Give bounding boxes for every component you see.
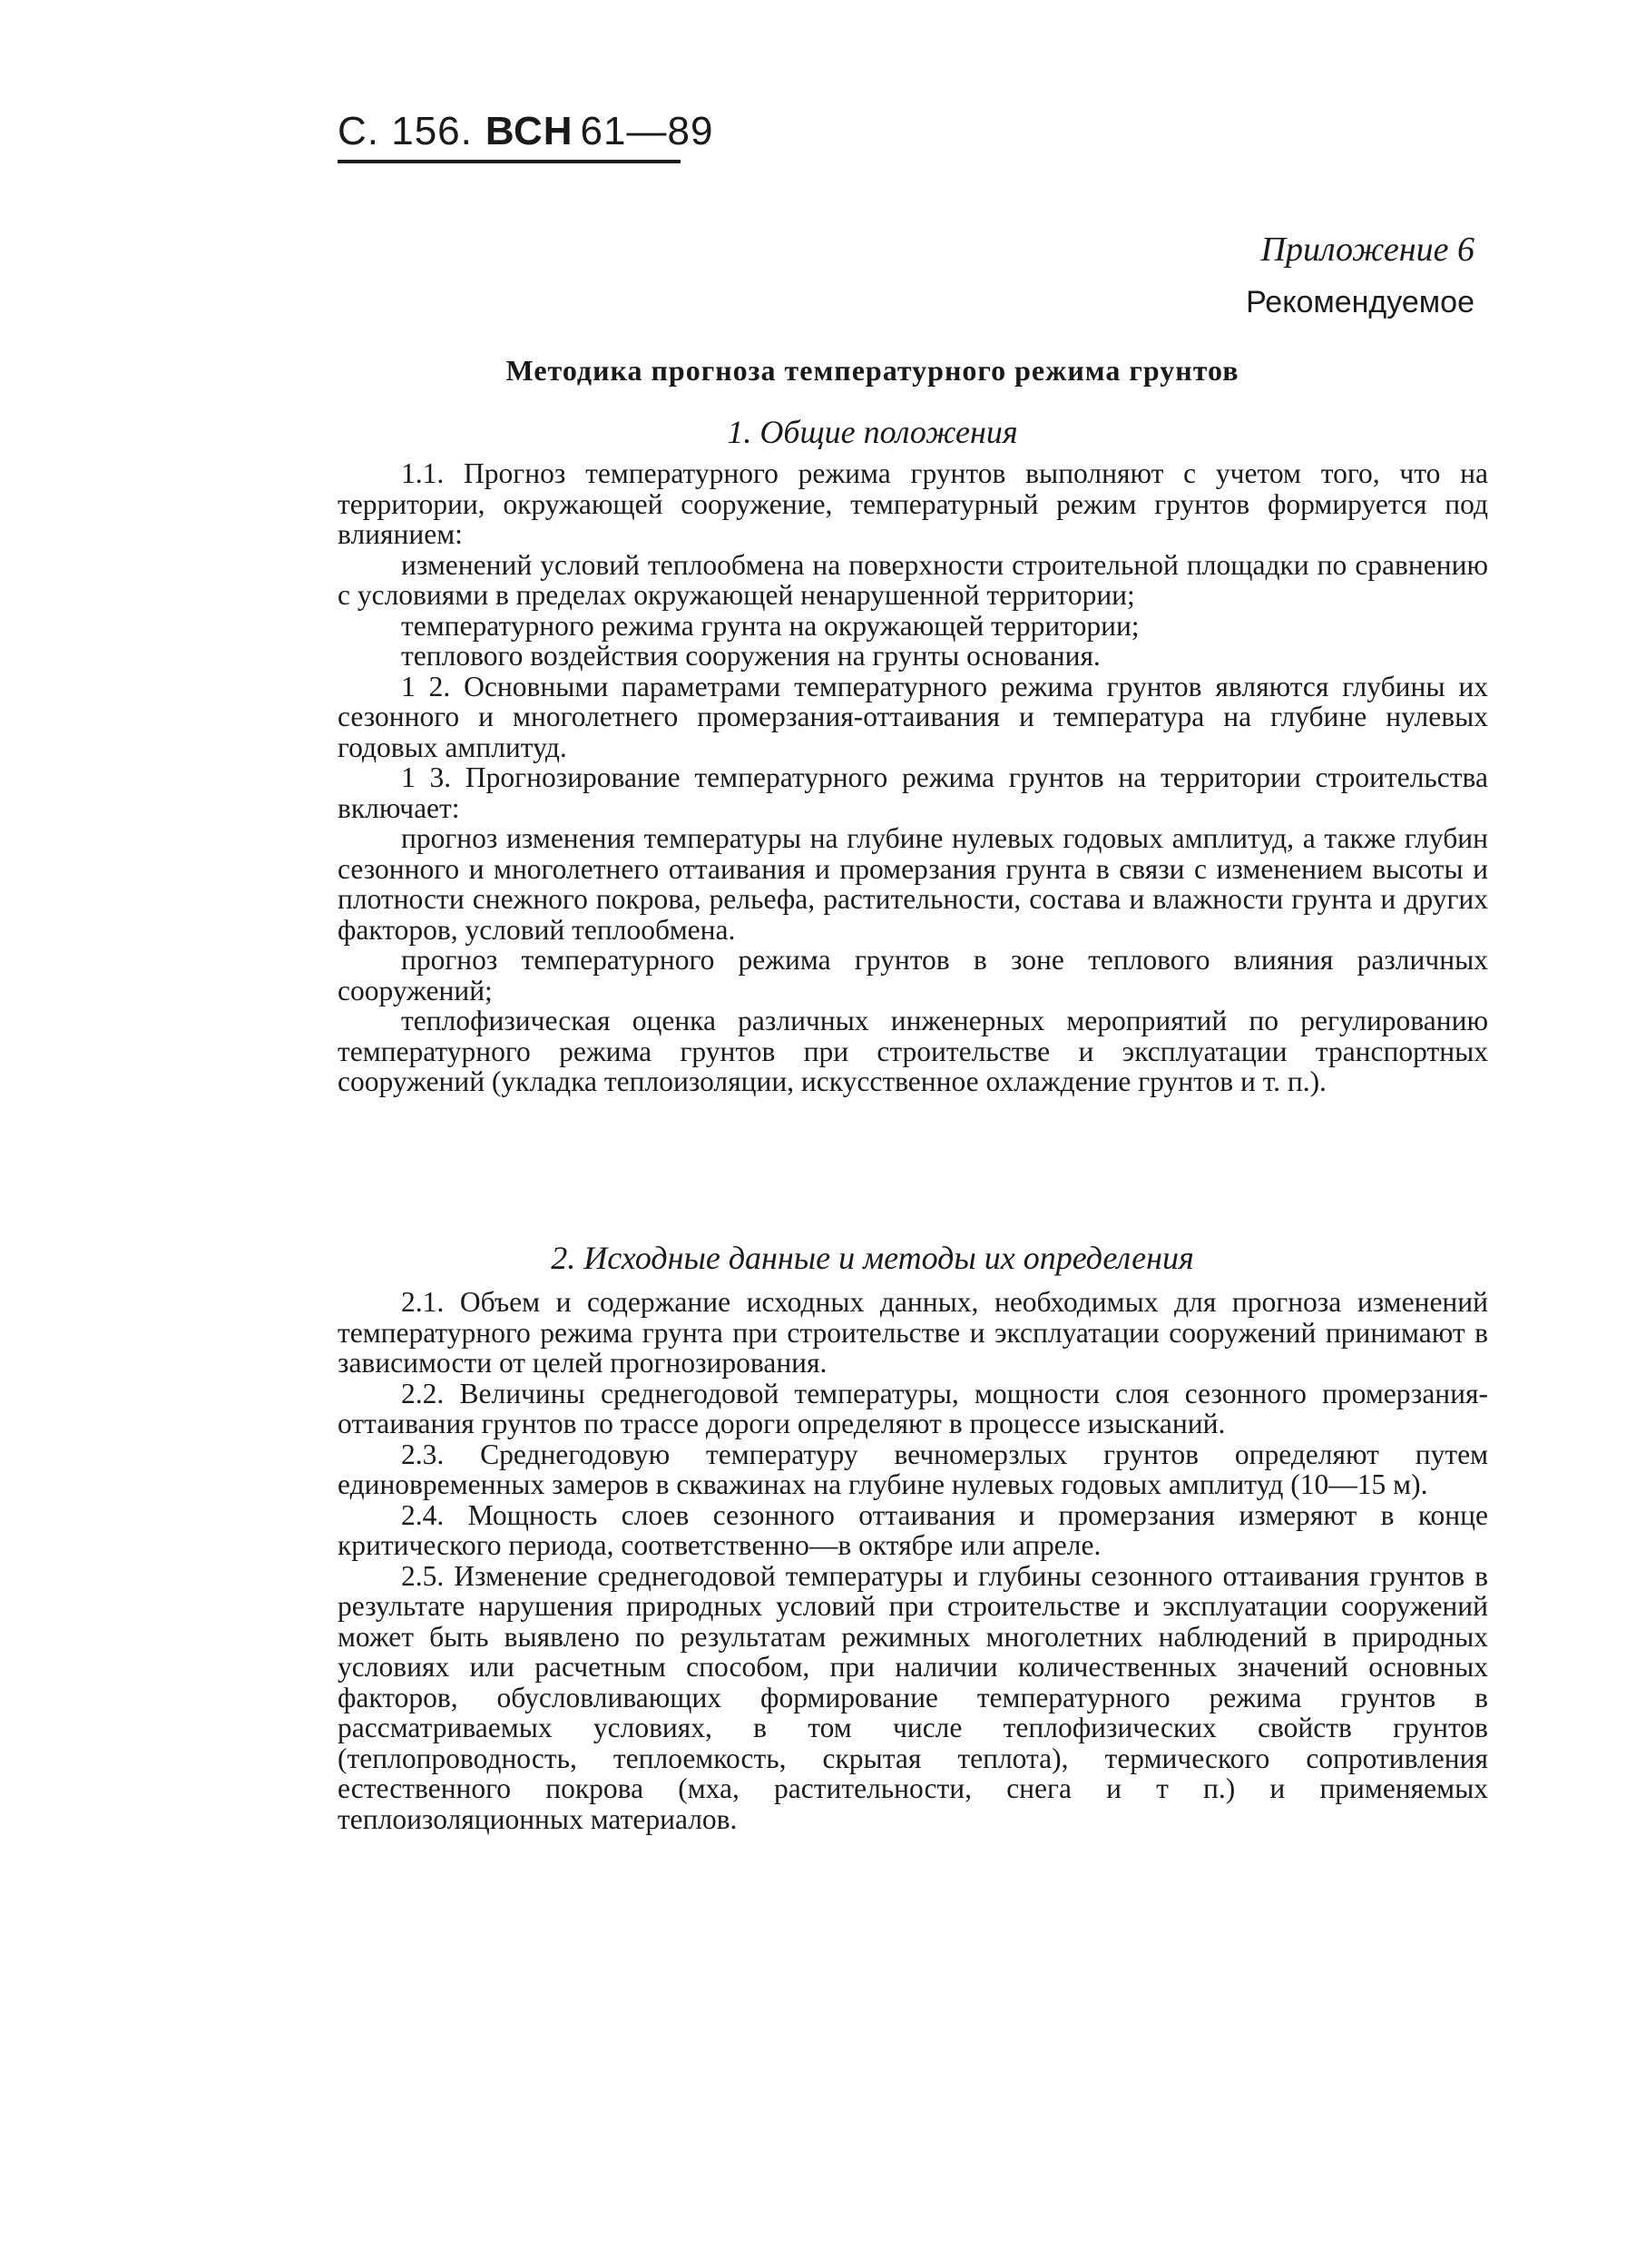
document-title: Методика прогноза температурного режима грунтов [505, 354, 1239, 387]
appendix-status: Рекомендуемое [1246, 285, 1474, 319]
section-1-title: 1. Общие положения [727, 414, 1018, 450]
standard-code: ВСН [485, 109, 573, 153]
paragraph: 2.2. Величины среднегодовой температуры, мощности слоя сезонного промерзания-оттаивания грунтов по трассе дороги определяют в процессе изысканий. [338, 1377, 1488, 1439]
paragraph: изменений условий теплообмена на поверхности строительной площадки по сравнению с условиями в пределах окружающей ненарушенной территории; [338, 548, 1488, 611]
section-1-body [338, 458, 1488, 1097]
section-2-title: 2. Исходные данные и методы их определения [551, 1240, 1194, 1276]
paragraph: теплового воздействия сооружения на грунты основания. [401, 640, 1101, 672]
paragraph: 2.1. Объем и содержание исходных данных, необходимых для прогноза изменений температурного режима грунта при строительстве и эксплуатации сооружений принимают в зависимости от целей прогнозирования. [338, 1286, 1488, 1379]
paragraph: 2.3. Среднегодовую температуру вечномерзлых грунтов определяют путем единовременных замеров в скважинах на глубине нулевых годовых амплитуд (10—15 м). [338, 1438, 1488, 1500]
paragraph: 1 3. Прогнозирование температурного режима грунтов на территории строительства включает: [338, 761, 1488, 824]
paragraph: теплофизическая оценка различных инженерных мероприятий по регулированию температурного режима грунтов при строительстве и эксплуатации транспортных сооружений (укладка теплоизоляции, искусственное охлаждение грунтов и т. п.). [338, 1005, 1488, 1097]
paragraph: 1.1. Прогноз температурного режима грунтов выполняют с учетом того, что на территории, окружающей сооружение, температурный режим грунтов формируется под влиянием: [338, 457, 1488, 550]
standard-number: 61—89 [580, 109, 714, 153]
paragraph: прогноз изменения температуры на глубине нулевых годовых амплитуд, а также глубин сезонного и многолетнего оттаивания и промерзания грунта в связи с изменением высоты и плотности снежного покрова, рельефа, растительности, состава и влажности грунта и других факторов, условий теплообмена. [338, 822, 1488, 946]
paragraph: 2.5. Изменение среднегодовой температуры и глубины сезонного оттаивания грунтов в результате нарушения природных условий при строительстве и эксплуатации сооружений может быть выявлено по результатам режимных многолетних наблюдений в природных условиях или расчетным способом, при наличии количественных значений основных факторов, обусловливающих формирование температурного режима грунтов в рассматриваемых условиях, в том числе теплофизических свойств грунтов (теплопроводность, теплоемкость, скрытая теплота), термического сопротивления естественного покрова (мха, растительности, снега и т п.) и применяемых теплоизоляционных материалов. [338, 1559, 1488, 1835]
section-2-body [338, 1287, 1488, 1834]
header-underline [338, 160, 681, 163]
paragraph: 2.4. Мощность слоев сезонного оттаивания и промерзания измеряют в конце критического периода, соответственно—в октябре или апреле. [338, 1498, 1488, 1561]
paragraph: температурного режима грунта на окружающей территории; [401, 609, 1140, 642]
appendix-label: Приложение 6 [1260, 231, 1474, 269]
page-header [338, 109, 713, 154]
appendix-block [1246, 223, 1474, 329]
paragraph: 1 2. Основными параметрами температурного режима грунтов являются глубины их сезонного и многолетнего промерзания-оттаивания и температура на глубине нулевых годовых амплитуд. [338, 670, 1488, 763]
paragraph: прогноз температурного режима грунтов в зоне теплового влияния различных сооружений; [338, 944, 1488, 1006]
page-number: С. 156. [338, 109, 473, 153]
